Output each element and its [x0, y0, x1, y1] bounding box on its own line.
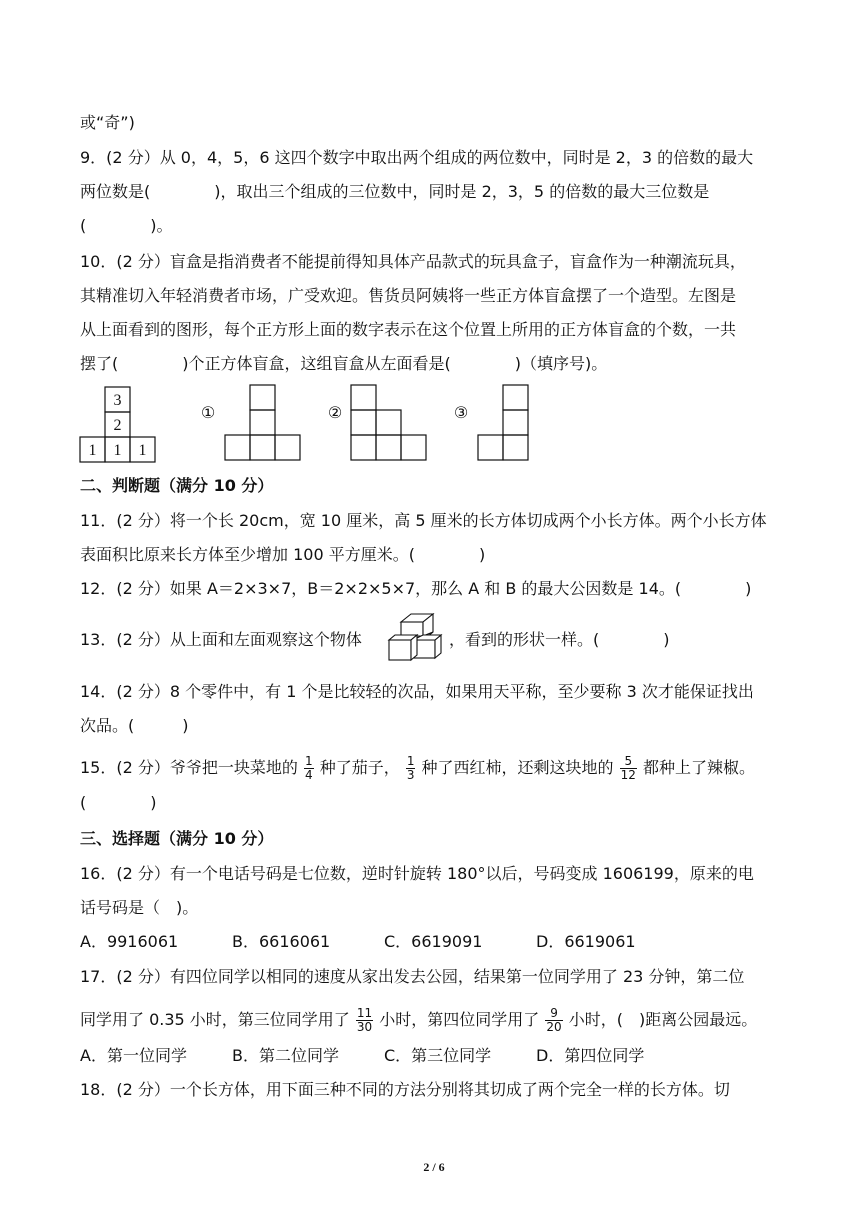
fraction-five-twelfths: $\frac{5}{12}$	[620, 754, 636, 782]
top-view-figure	[79, 386, 159, 464]
question-14-line1: 14．(2 分）8 个零件中，有 1 个是比较轻的次品，如果用天平称，至少要称 3 次才能保证找出	[80, 682, 754, 701]
q17-text: 小时，( )距离公园最远。	[568, 1010, 758, 1029]
question-17-line2	[80, 1007, 757, 1034]
fraction-eleven-thirtieths: $\frac{11}{30}$	[356, 1006, 373, 1034]
top-view-number: 2	[113, 417, 122, 434]
question-11-line2: 表面积比原来长方体至少增加 100 平方厘米。( )	[80, 545, 486, 564]
fraction-one-third: $\frac{1}{3}$	[406, 754, 415, 782]
top-view-number: 3	[113, 392, 122, 409]
question-15-line2: ( )	[80, 793, 157, 812]
option-3-figure	[451, 384, 537, 464]
section-heading: 三、选择题（满分 10 分）	[80, 829, 274, 848]
section-heading: 二、判断题（满分 10 分）	[80, 476, 274, 495]
choice-a: A．9916061	[80, 932, 179, 951]
cube-object-figure	[385, 612, 445, 664]
fraction-nine-twentieths: $\frac{9}{20}$	[546, 1006, 562, 1034]
question-18-line1: 18．(2 分）一个长方体，用下面三种不同的方法分别将其切成了两个完全一样的长方体。切	[80, 1080, 730, 1099]
top-view-number: 1	[88, 442, 97, 459]
question-13-text: 13．(2 分）从上面和左面观察这个物体	[80, 630, 362, 649]
q15-text: 15．(2 分）爷爷把一块菜地的	[80, 758, 298, 777]
question-13-text-end: ，看到的形状一样。( )	[449, 630, 670, 649]
option-2-figure	[323, 384, 431, 464]
choice-b: B．第二位同学	[232, 1046, 339, 1065]
question-15-line1	[80, 755, 755, 782]
q15-text: 种了茄子，	[319, 758, 400, 777]
q15-text: 种了西红柿，还剩这块地的	[421, 758, 614, 777]
question-11-line1: 11．(2 分）将一个长 20cm，宽 10 厘米，高 5 厘米的长方体切成两个小长方体。两个小长方体	[80, 511, 767, 530]
question-17-line1: 17．(2 分）有四位同学以相同的速度从家出发去公园，结果第一位同学用了 23 分钟，第二位	[80, 967, 745, 986]
choice-b: B．6616061	[232, 932, 331, 951]
option-1-label: ①	[200, 403, 216, 422]
question-10-line4: 摆了( )个正方体盲盒，这组盲盒从左面看是( )（填序号)。	[80, 354, 608, 373]
question-9-line1: 9．(2 分）从 0，4，5，6 这四个数字中取出两个组成的两位数中，同时是 2，3 的倍数的最大	[80, 148, 754, 167]
question-14-line2: 次品。( )	[80, 716, 189, 735]
option-1-figure	[198, 384, 304, 464]
question-16-options	[80, 932, 636, 952]
page-number: 2 / 6	[423, 1160, 445, 1174]
top-view-number: 1	[113, 442, 122, 459]
question-9-line2: 两位数是( )，取出三个组成的三位数中，同时是 2，3，5 的倍数的最大三位数是	[80, 182, 710, 201]
choice-a: A．第一位同学	[80, 1046, 187, 1065]
choice-d: D．6619061	[536, 932, 636, 951]
choice-d: D．第四位同学	[536, 1046, 645, 1065]
q17-text: 小时，第四位同学用了	[379, 1010, 540, 1029]
text-line: 或“奇”)	[80, 113, 135, 132]
question-17-options	[80, 1046, 644, 1066]
choice-c: C．第三位同学	[384, 1046, 492, 1065]
top-view-number: 1	[138, 442, 147, 459]
question-10-line1: 10．(2 分）盲盒是指消费者不能提前得知具体产品款式的玩具盒子，盲盒作为一种潮流玩具，	[80, 252, 746, 271]
q15-text: 都种上了辣椒。	[643, 758, 756, 777]
question-12: 12．(2 分）如果 A＝2×3×7，B＝2×2×5×7，那么 A 和 B 的最大公因数是 14。( )	[80, 579, 752, 598]
fraction-one-quarter: $\frac{1}{4}$	[304, 754, 313, 782]
question-16-line2: 话号码是（ )。	[80, 898, 199, 917]
question-10-line2: 其精准切入年轻消费者市场，广受欢迎。售货员阿姨将一些正方体盲盒摆了一个造型。左图是	[80, 286, 737, 305]
question-16-line1: 16．(2 分）有一个电话号码是七位数，逆时针旋转 180°以后，号码变成 1606199，原来的电	[80, 864, 754, 883]
question-9-line3: ( )。	[80, 216, 173, 235]
q17-text: 同学用了 0.35 小时，第三位同学用了	[80, 1010, 350, 1029]
question-10-line3: 从上面看到的图形，每个正方形上面的数字表示在这个位置上所用的正方体盲盒的个数，一共	[80, 320, 737, 339]
choice-c: C．6619091	[384, 932, 483, 951]
option-2-label: ②	[327, 403, 343, 422]
option-3-label: ③	[453, 403, 469, 422]
